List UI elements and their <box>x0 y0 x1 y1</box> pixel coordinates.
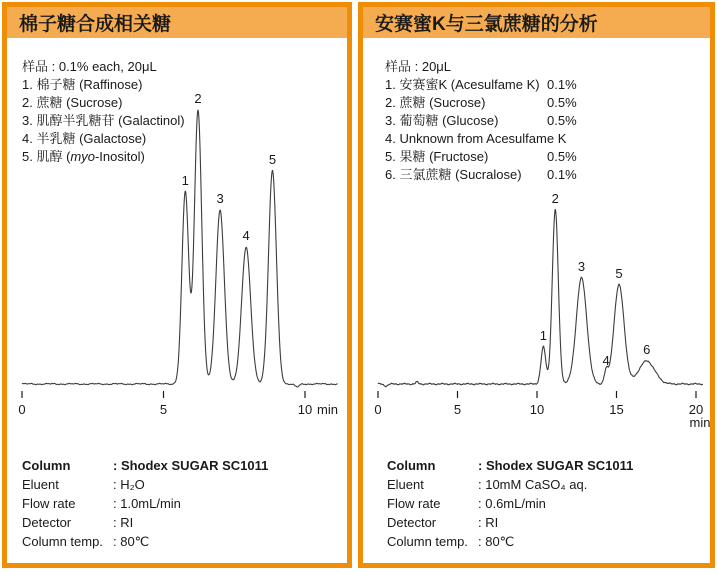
condition-row <box>387 513 633 532</box>
panel-raffinose-sugars <box>2 2 352 568</box>
condition-value: : 1.0mL/min <box>113 496 181 511</box>
condition-value: : RI <box>478 515 499 530</box>
condition-label: Eluent <box>22 477 59 492</box>
condition-label: Eluent <box>387 477 424 492</box>
x-axis-tick-label: 10 <box>529 402 545 417</box>
x-axis-tick-label: 5 <box>159 402 168 417</box>
x-axis-tick-label: 15 <box>609 402 624 417</box>
panel-title-bar <box>7 7 347 38</box>
condition-label: Column <box>22 458 71 473</box>
condition-row <box>387 494 633 513</box>
conditions-table <box>22 456 268 551</box>
x-axis-tick-label: 0 <box>18 402 26 417</box>
chromatogram <box>10 88 348 433</box>
panel-title: 安赛蜜K与三氯蔗糖的分析 <box>375 14 598 35</box>
peak-number-label: 5 <box>615 266 623 281</box>
condition-value: : RI <box>113 515 134 530</box>
chromatogram <box>366 88 713 433</box>
sample-item: 4. 半乳糖 (Galactose) <box>22 131 147 146</box>
sample-item: 4. Unknown from Acesulfame K <box>385 131 567 146</box>
condition-row <box>387 532 633 551</box>
panel-acesulfame-sucralose <box>358 2 715 568</box>
peak-number-label: 6 <box>643 342 651 357</box>
panel-title-bar <box>363 7 710 38</box>
condition-label: Column <box>387 458 436 473</box>
chromatogram-trace <box>378 209 703 386</box>
panel-title: 棉子糖合成相关糖 <box>19 14 172 35</box>
peak-number-label: 2 <box>194 91 202 106</box>
sample-item: 2. 蔗糖 (Sucrose) <box>22 95 123 110</box>
sample-item: 5. 肌醇 (myo-Inositol) <box>22 149 145 164</box>
condition-row <box>22 532 268 551</box>
condition-value: : Shodex SUGAR SC1011 <box>478 458 634 473</box>
sample-item-concentration: 0.1% <box>547 167 577 182</box>
condition-value: : 0.6mL/min <box>478 496 546 511</box>
sample-item: 3. 肌醇半乳糖苷 (Galactinol) <box>22 113 185 128</box>
peak-number-label: 4 <box>242 228 250 243</box>
x-axis-tick-label: 20 <box>688 402 704 417</box>
peak-number-label: 1 <box>539 328 547 343</box>
sample-item-concentration: 0.5% <box>547 95 577 110</box>
x-axis-tick-label: 5 <box>453 402 462 417</box>
condition-label: Column temp. <box>387 534 468 549</box>
sample-item: 1. 棉子糖 (Raffinose) <box>22 77 143 92</box>
x-axis-tick-label: 0 <box>374 402 382 417</box>
x-axis-unit-label: min <box>689 415 711 430</box>
sample-item: 2. 蔗糖 (Sucrose) 0.5% <box>385 95 577 110</box>
condition-row <box>22 513 268 532</box>
condition-value: : H₂O <box>113 477 145 492</box>
peak-number-label: 1 <box>181 173 189 188</box>
x-axis-unit-label: min <box>317 402 338 417</box>
condition-row <box>22 475 268 494</box>
sample-item: 6. 三氯蔗糖 (Sucralose) 0.1% <box>385 167 577 182</box>
condition-label: Flow rate <box>22 496 76 511</box>
conditions-table <box>387 456 633 551</box>
peak-number-label: 2 <box>551 191 559 206</box>
sample-item-concentration: 0.5% <box>547 113 577 128</box>
sample-item-concentration: 0.1% <box>547 77 577 92</box>
condition-row <box>22 456 268 475</box>
condition-label: Detector <box>387 515 437 530</box>
chromatogram-trace <box>22 110 338 387</box>
peak-number-label: 4 <box>602 353 610 368</box>
peak-number-label: 3 <box>577 259 586 274</box>
sample-header: 样品 : 20μL <box>385 59 452 74</box>
sample-item-concentration: 0.5% <box>547 149 577 164</box>
condition-label: Detector <box>22 515 72 530</box>
condition-label: Column temp. <box>22 534 103 549</box>
condition-label: Flow rate <box>387 496 441 511</box>
sample-item: 1. 安赛蜜K (Acesulfame K) 0.1% <box>385 77 577 92</box>
condition-value: : Shodex SUGAR SC1011 <box>113 458 269 473</box>
condition-value: : 80℃ <box>113 534 150 549</box>
sample-item: 3. 葡萄糖 (Glucose) 0.5% <box>385 113 577 128</box>
peak-number-label: 3 <box>216 191 224 206</box>
condition-value: : 80℃ <box>478 534 515 549</box>
sample-item: 5. 果糖 (Fructose) 0.5% <box>385 149 577 164</box>
x-axis-tick-label: 10 <box>297 402 313 417</box>
condition-row <box>387 456 633 475</box>
condition-row <box>22 494 268 513</box>
condition-value: : 10mM CaSO₄ aq. <box>478 477 588 492</box>
peak-number-label: 5 <box>268 152 277 167</box>
condition-row <box>387 475 633 494</box>
sample-header: 样品 : 0.1% each, 20μL <box>22 59 157 74</box>
